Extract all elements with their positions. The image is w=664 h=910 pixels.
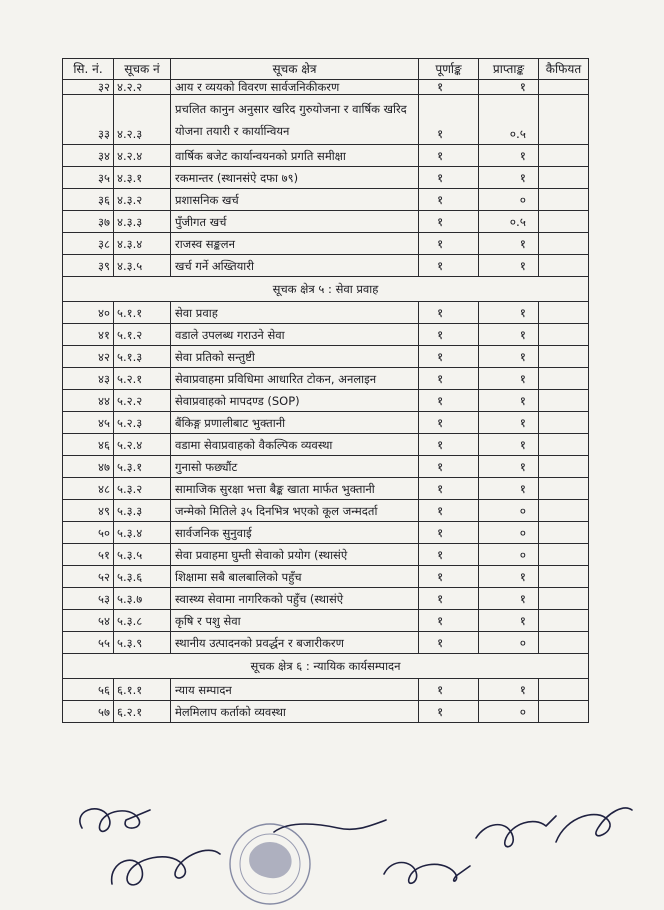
code-cell: ४.२.२ [114,80,171,95]
full-marks-cell: १ [419,588,479,610]
obtained-marks-cell: १ [479,346,539,368]
serial-cell: ३६ [63,189,114,211]
remarks-cell [539,679,589,701]
obtained-marks-cell: १ [479,588,539,610]
table-row [63,478,589,500]
table-row [63,95,589,145]
serial-cell: ५२ [63,566,114,588]
description-cell: बैंकिङ्ग प्रणालीबाट भुक्तानी [171,412,419,434]
serial-cell: ५३ [63,588,114,610]
obtained-marks-cell: १ [479,255,539,277]
remarks-cell [539,255,589,277]
code-cell: ५.३.२ [114,478,171,500]
code-cell: ४.३.२ [114,189,171,211]
description-cell: सेवाप्रवाहमा प्रविधिमा आधारित टोकन, अनलाइन [171,368,419,390]
serial-cell: ४८ [63,478,114,500]
code-cell: ५.३.९ [114,632,171,654]
remarks-cell [539,434,589,456]
obtained-marks-cell: ०.५ [479,211,539,233]
obtained-marks-cell: १ [479,324,539,346]
full-marks-cell: १ [419,324,479,346]
signature-5 [476,816,556,847]
obtained-marks-cell: १ [479,233,539,255]
serial-cell: ४३ [63,368,114,390]
section-header-row [63,277,589,302]
description-cell: मेलमिलाप कर्ताको व्यवस्था [171,701,419,723]
serial-cell: ५० [63,522,114,544]
code-cell: ५.१.३ [114,346,171,368]
table-row [63,211,589,233]
description-cell: कृषि र पशु सेवा [171,610,419,632]
table-row [63,368,589,390]
description-cell: स्वास्थ्य सेवामा नागरिकको पहुँच (स्थासंऐ [171,588,419,610]
obtained-marks-cell: १ [479,167,539,189]
code-cell: ५.३.८ [114,610,171,632]
obtained-marks-cell: १ [479,679,539,701]
description-cell: सेवा प्रवाहमा घुम्ती सेवाको प्रयोग (स्थासंऐ [171,544,419,566]
description-cell: वडाले उपलब्ध गराउने सेवा [171,324,419,346]
full-marks-cell: १ [419,145,479,167]
remarks-cell [539,456,589,478]
remarks-cell [539,189,589,211]
remarks-cell [539,302,589,324]
table-row [63,500,589,522]
description-cell: गुनासो फछ्यौंट [171,456,419,478]
header-obtained-marks: प्राप्ताङ्क [479,59,539,80]
code-cell: ५.३.१ [114,456,171,478]
serial-cell: ४९ [63,500,114,522]
full-marks-cell: १ [419,632,479,654]
serial-cell: ३५ [63,167,114,189]
serial-cell: ४५ [63,412,114,434]
serial-cell: ४१ [63,324,114,346]
code-cell: ५.२.४ [114,434,171,456]
table-row [63,233,589,255]
code-cell: ५.२.२ [114,390,171,412]
code-cell: ६.२.१ [114,701,171,723]
table-body-b [63,145,589,277]
table-body-d [63,679,589,723]
table-row [63,679,589,701]
remarks-cell [539,145,589,167]
serial-cell: ४४ [63,390,114,412]
remarks-cell [539,566,589,588]
obtained-marks-cell: १ [479,390,539,412]
table-row [63,588,589,610]
full-marks-cell: १ [419,233,479,255]
serial-cell: ३७ [63,211,114,233]
code-cell: ५.३.७ [114,588,171,610]
description-cell: प्रशासनिक खर्च [171,189,419,211]
table-row [63,302,589,324]
full-marks-cell: १ [419,255,479,277]
table-row [63,434,589,456]
header-indicator-no: सूचक नं [114,59,171,80]
code-cell: ५.१.२ [114,324,171,346]
full-marks-cell: १ [419,478,479,500]
full-marks-cell: १ [419,211,479,233]
table-row [63,632,589,654]
code-cell: ४.३.५ [114,255,171,277]
remarks-cell [539,478,589,500]
code-cell: ५.२.३ [114,412,171,434]
description-cell: सेवाप्रवाहको मापदण्ड (SOP) [171,390,419,412]
full-marks-cell: १ [419,189,479,211]
description-cell: आय र व्ययको विवरण सार्वजनिकीकरण [171,80,419,95]
description-cell: शिक्षामा सबै बालबालिको पहुँच [171,566,419,588]
code-cell: ५.३.३ [114,500,171,522]
description-cell: प्रचलित कानुन अनुसार खरिद गुरुयोजना र वार्षिक खरिद योजना तयारी र कार्यान्वियन [171,95,419,145]
signature-6 [556,808,632,842]
obtained-marks-cell: १ [479,434,539,456]
description-cell: वडामा सेवाप्रवाहको वैकल्पिक व्यवस्था [171,434,419,456]
code-cell: ५.१.१ [114,302,171,324]
section-5 [63,277,589,302]
office-stamp [230,824,310,904]
serial-cell: ५४ [63,610,114,632]
code-cell: ५.३.४ [114,522,171,544]
header-indicator-area: सूचक क्षेत्र [171,59,419,80]
serial-cell: ४२ [63,346,114,368]
table-row [63,255,589,277]
obtained-marks-cell: ० [479,701,539,723]
section-header-row [63,654,589,679]
code-cell: ६.१.१ [114,679,171,701]
table-row [63,522,589,544]
table-row [63,189,589,211]
remarks-cell [539,522,589,544]
full-marks-cell: १ [419,302,479,324]
remarks-cell [539,632,589,654]
full-marks-cell: १ [419,390,479,412]
description-cell: राजस्व सङ्कलन [171,233,419,255]
table-row [63,610,589,632]
description-cell: सार्वजनिक सुनुवाई [171,522,419,544]
section-6-title: सूचक क्षेत्र ६ : न्यायिक कार्यसम्पादन [63,654,589,679]
serial-cell: ३८ [63,233,114,255]
section-6 [63,654,589,679]
obtained-marks-cell: ० [479,500,539,522]
obtained-marks-cell: १ [479,145,539,167]
table-body-c [63,302,589,654]
table-row [63,390,589,412]
obtained-marks-cell: १ [479,412,539,434]
table-row [63,145,589,167]
table-body-tall [63,95,589,145]
full-marks-cell: १ [419,434,479,456]
serial-cell: ५७ [63,701,114,723]
serial-cell: ४० [63,302,114,324]
full-marks-cell: १ [419,522,479,544]
remarks-cell [539,233,589,255]
section-5-title: सूचक क्षेत्र ५ : सेवा प्रवाह [63,277,589,302]
obtained-marks-cell: १ [479,456,539,478]
full-marks-cell: १ [419,368,479,390]
full-marks-cell: १ [419,544,479,566]
obtained-marks-cell: ० [479,544,539,566]
signature-1 [80,809,150,831]
description-cell: सेवा प्रवाह [171,302,419,324]
code-cell: ४.२.३ [114,95,171,145]
header-full-marks: पूर्णाङ्क [419,59,479,80]
obtained-marks-cell: ०.५ [479,95,539,145]
code-cell: ४.३.३ [114,211,171,233]
obtained-marks-cell: १ [479,302,539,324]
description-cell: न्याय सम्पादन [171,679,419,701]
full-marks-cell: १ [419,610,479,632]
description-cell: सेवा प्रतिको सन्तुष्टी [171,346,419,368]
obtained-marks-cell: ० [479,632,539,654]
remarks-cell [539,701,589,723]
header-serial-no: सि. नं. [63,59,114,80]
table-row [63,701,589,723]
description-cell: पुँजीगत खर्च [171,211,419,233]
description-cell: रकमान्तर (स्थानसंऐ दफा ७९) [171,167,419,189]
code-cell: ५.३.५ [114,544,171,566]
signatures-area [0,780,664,910]
remarks-cell [539,588,589,610]
description-cell: वार्षिक बजेट कार्यान्वयनको प्रगति समीक्षा [171,145,419,167]
code-cell: ५.२.१ [114,368,171,390]
table-row [63,544,589,566]
code-cell: ५.३.६ [114,566,171,588]
indicator-table [62,58,589,723]
obtained-marks-cell: १ [479,368,539,390]
full-marks-cell: १ [419,346,479,368]
remarks-cell [539,390,589,412]
table-row [63,80,589,95]
table-row [63,456,589,478]
obtained-marks-cell: १ [479,478,539,500]
remarks-cell [539,610,589,632]
remarks-cell [539,368,589,390]
description-cell: खर्च गर्ने अख्तियारी [171,255,419,277]
remarks-cell [539,412,589,434]
full-marks-cell: १ [419,95,479,145]
serial-cell: ४७ [63,456,114,478]
table-header-row [63,59,589,80]
remarks-cell [539,95,589,145]
serial-cell: ४६ [63,434,114,456]
signature-4 [384,863,470,884]
full-marks-cell: १ [419,167,479,189]
obtained-marks-cell: ० [479,522,539,544]
full-marks-cell: १ [419,456,479,478]
description-cell: स्थानीय उत्पादनको प्रवर्द्धन र बजारीकरण [171,632,419,654]
obtained-marks-cell: १ [479,566,539,588]
full-marks-cell: १ [419,412,479,434]
code-cell: ४.२.४ [114,145,171,167]
full-marks-cell: १ [419,701,479,723]
serial-cell: ३९ [63,255,114,277]
remarks-cell [539,544,589,566]
description-cell: जन्मेको मितिले ३५ दिनभित्र भएको कूल जन्मदर्ता [171,500,419,522]
table-row [63,346,589,368]
obtained-marks-cell: १ [479,80,539,95]
table-row [63,566,589,588]
serial-cell: ३४ [63,145,114,167]
serial-cell: ५५ [63,632,114,654]
table-row [63,412,589,434]
remarks-cell [539,324,589,346]
obtained-marks-cell: ० [479,189,539,211]
full-marks-cell: १ [419,566,479,588]
obtained-marks-cell: १ [479,610,539,632]
remarks-cell [539,167,589,189]
remarks-cell [539,80,589,95]
remarks-cell [539,346,589,368]
remarks-cell [539,211,589,233]
code-cell: ४.३.४ [114,233,171,255]
full-marks-cell: १ [419,679,479,701]
table-row [63,324,589,346]
signature-2 [112,850,220,885]
table-row [63,167,589,189]
serial-cell: ३२ [63,80,114,95]
table-body-a [63,80,589,95]
full-marks-cell: १ [419,500,479,522]
serial-cell: ५१ [63,544,114,566]
serial-cell: ५६ [63,679,114,701]
code-cell: ४.३.१ [114,167,171,189]
remarks-cell [539,500,589,522]
full-marks-cell: १ [419,80,479,95]
header-remarks: कैफियत [539,59,589,80]
description-cell: सामाजिक सुरक्षा भत्ता बैङ्क खाता मार्फत भुक्तानी [171,478,419,500]
serial-cell: ३३ [63,95,114,145]
